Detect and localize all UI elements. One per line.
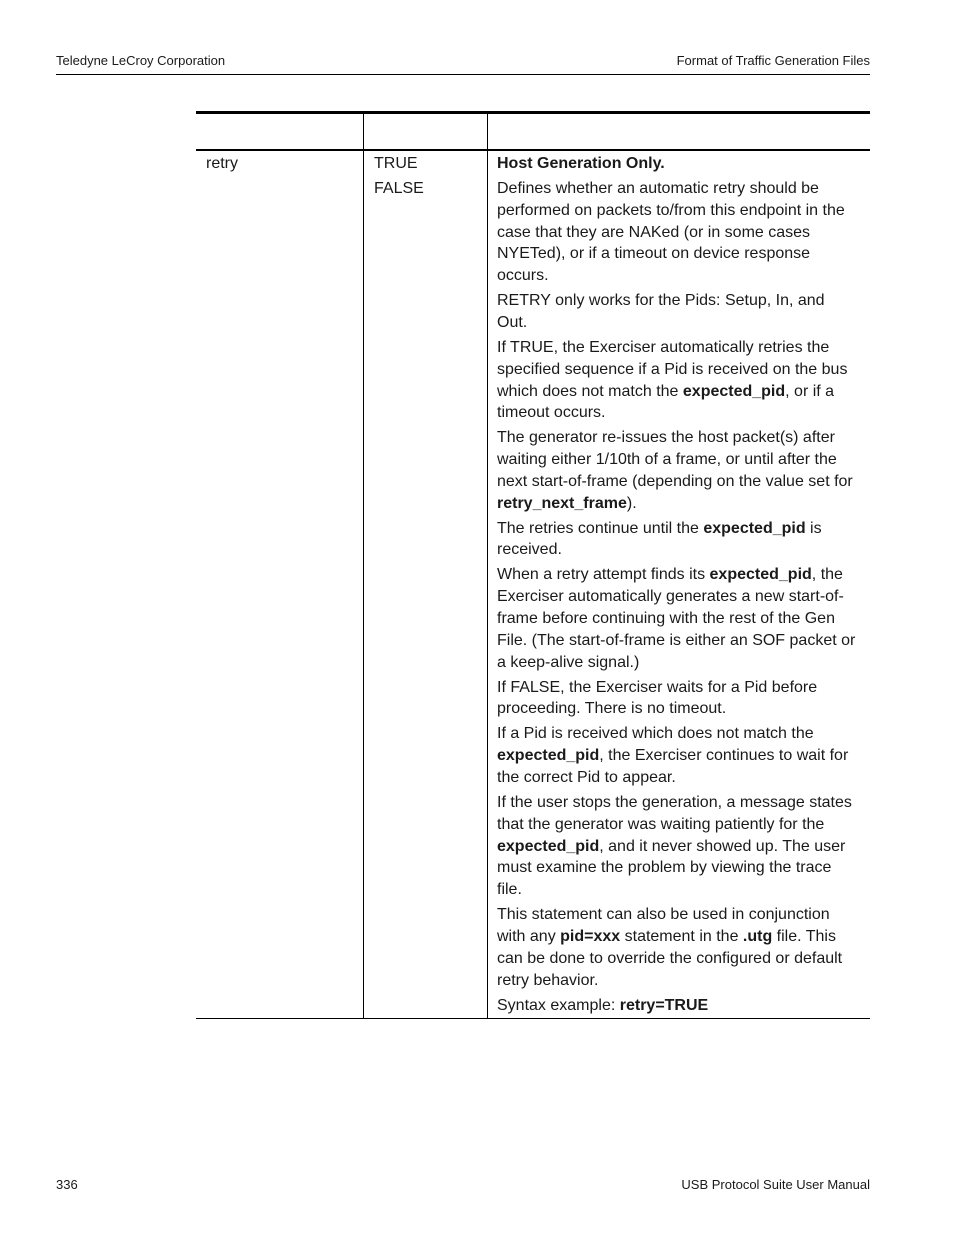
parameter-values	[374, 153, 424, 203]
desc-paragraph: When a retry attempt finds its expected_pid, the Exerciser automatically generates a new start-of-frame before continuing with the rest of the Gen File. (The start-of-frame is either an SOF packet or a keep-alive signal.)	[497, 566, 856, 671]
value-true: TRUE	[374, 155, 418, 172]
value-false: FALSE	[374, 179, 424, 197]
desc-heading: Host Generation Only.	[497, 155, 665, 172]
desc-paragraph: This statement can also be used in conjunction with any pid=xxx statement in the .utg file. This can be done to override the configured or default retry behavior.	[497, 906, 843, 989]
desc-paragraph: If the user stops the generation, a message states that the generator was waiting patiently for the expected_pid, and it never showed up. The user must examine the problem by viewing the trace file.	[497, 794, 852, 899]
parameter-description	[497, 153, 859, 1020]
header-company: Teledyne LeCroy Corporation	[56, 53, 226, 68]
desc-paragraph: If a Pid is received which does not match the expected_pid, the Exerciser continues to wait for the correct Pid to appear.	[497, 725, 849, 787]
desc-paragraph: If FALSE, the Exerciser waits for a Pid before proceeding. There is no timeout.	[497, 678, 818, 718]
parameter-name: retry	[206, 155, 238, 172]
page-header	[56, 52, 870, 75]
desc-paragraph: The generator re-issues the host packet(s) after waiting either 1/10th of a frame, or until after the next start-of-frame (depending on the value set for retry_next_frame).	[497, 429, 853, 512]
footer-manual-title: USB Protocol Suite User Manual	[681, 1177, 870, 1192]
parameter-table	[196, 111, 870, 1019]
table-header-rule	[196, 149, 870, 151]
column-divider-1	[363, 114, 364, 1018]
syntax-example: Syntax example: retry=TRUE	[497, 996, 709, 1014]
header-section-title: Format of Traffic Generation Files	[676, 53, 870, 68]
page-number: 336	[56, 1177, 78, 1192]
desc-paragraph: RETRY only works for the Pids: Setup, In, and Out.	[497, 292, 825, 331]
column-divider-2	[487, 114, 488, 1018]
desc-paragraph: The retries continue until the expected_pid is received.	[497, 519, 822, 559]
desc-paragraph: Defines whether an automatic retry should be performed on packets to/from this endpoint in the case that they are NAKed (or in some cases NYETed), or if a timeout on device response occurs.	[497, 179, 845, 285]
desc-paragraph: If TRUE, the Exerciser automatically retries the specified sequence if a Pid is received on the bus which does not match the expected_pid, or if a timeout occurs.	[497, 338, 848, 422]
